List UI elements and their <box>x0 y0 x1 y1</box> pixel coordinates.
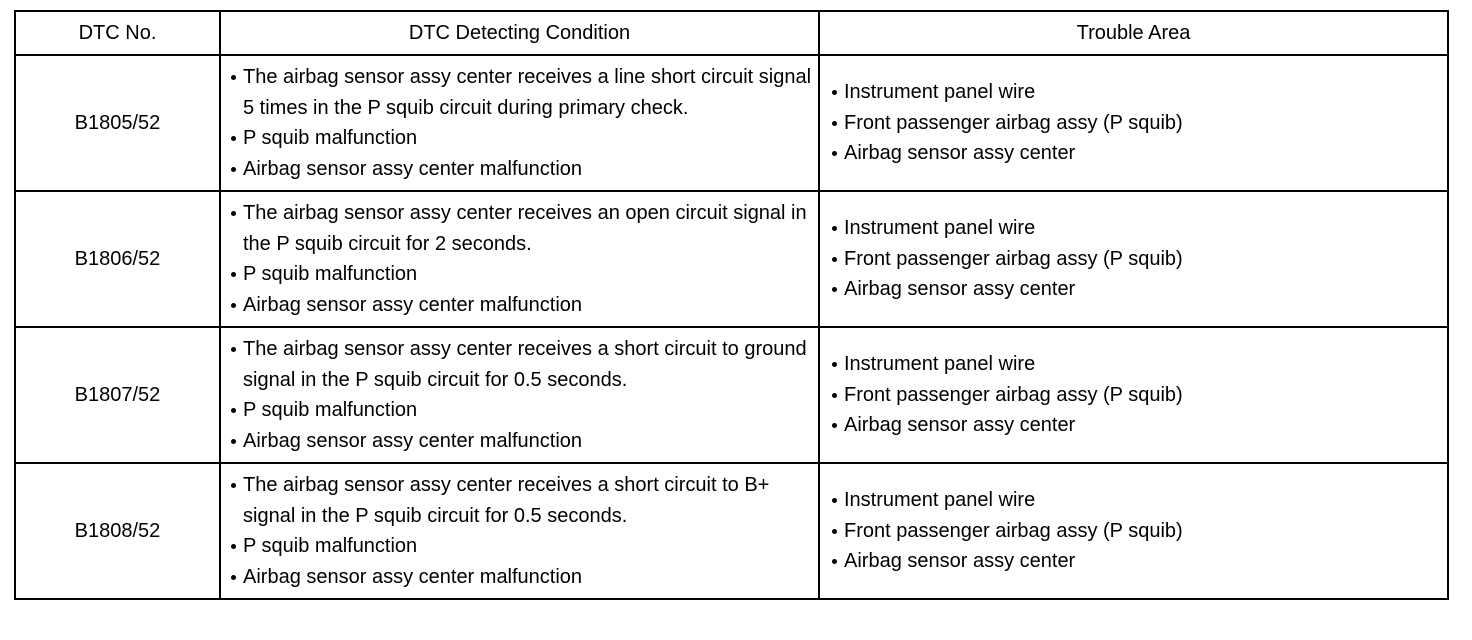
condition-cell <box>220 55 819 191</box>
header-row <box>15 11 1448 55</box>
trouble-area-cell <box>819 191 1448 327</box>
trouble-area-item: Instrument panel wire <box>830 213 1447 244</box>
dtc-code: B1805/52 <box>15 55 220 191</box>
condition-item: The airbag sensor assy center receives an open circuit signal in the P squib circuit for 2 seconds. <box>229 198 818 259</box>
trouble-area-item: Airbag sensor assy center <box>830 138 1447 169</box>
trouble-area-list <box>820 485 1447 577</box>
dtc-code: B1806/52 <box>15 191 220 327</box>
header-dtc-no: DTC No. <box>15 11 220 55</box>
condition-item: Airbag sensor assy center malfunction <box>229 426 818 457</box>
condition-item: P squib malfunction <box>229 259 818 290</box>
header-trouble-area: Trouble Area <box>819 11 1448 55</box>
table-row <box>15 327 1448 463</box>
trouble-area-cell <box>819 463 1448 599</box>
trouble-area-list <box>820 349 1447 441</box>
condition-item: Airbag sensor assy center malfunction <box>229 154 818 185</box>
condition-cell <box>220 327 819 463</box>
trouble-area-item: Instrument panel wire <box>830 349 1447 380</box>
condition-list <box>221 470 818 592</box>
trouble-area-item: Airbag sensor assy center <box>830 546 1447 577</box>
trouble-area-item: Instrument panel wire <box>830 77 1447 108</box>
condition-list <box>221 198 818 320</box>
condition-list <box>221 62 818 184</box>
trouble-area-cell <box>819 327 1448 463</box>
condition-cell <box>220 463 819 599</box>
trouble-area-item: Instrument panel wire <box>830 485 1447 516</box>
condition-item: P squib malfunction <box>229 531 818 562</box>
trouble-area-list <box>820 213 1447 305</box>
condition-item: Airbag sensor assy center malfunction <box>229 562 818 593</box>
condition-item: P squib malfunction <box>229 395 818 426</box>
trouble-area-item: Front passenger airbag assy (P squib) <box>830 244 1447 275</box>
condition-item: The airbag sensor assy center receives a line short circuit signal 5 times in the P squib circuit during primary check. <box>229 62 818 123</box>
condition-item: The airbag sensor assy center receives a short circuit to ground signal in the P squib circuit for 0.5 seconds. <box>229 334 818 395</box>
trouble-area-cell <box>819 55 1448 191</box>
condition-list <box>221 334 818 456</box>
header-detecting-condition: DTC Detecting Condition <box>220 11 819 55</box>
trouble-area-item: Front passenger airbag assy (P squib) <box>830 380 1447 411</box>
dtc-code: B1808/52 <box>15 463 220 599</box>
table-row <box>15 463 1448 599</box>
condition-item: P squib malfunction <box>229 123 818 154</box>
trouble-area-item: Airbag sensor assy center <box>830 274 1447 305</box>
trouble-area-item: Front passenger airbag assy (P squib) <box>830 516 1447 547</box>
dtc-code: B1807/52 <box>15 327 220 463</box>
table-row <box>15 55 1448 191</box>
trouble-area-list <box>820 77 1447 169</box>
trouble-area-item: Airbag sensor assy center <box>830 410 1447 441</box>
trouble-area-item: Front passenger airbag assy (P squib) <box>830 108 1447 139</box>
dtc-table <box>14 10 1449 600</box>
condition-item: Airbag sensor assy center malfunction <box>229 290 818 321</box>
condition-cell <box>220 191 819 327</box>
condition-item: The airbag sensor assy center receives a short circuit to B+ signal in the P squib circuit for 0.5 seconds. <box>229 470 818 531</box>
table-row <box>15 191 1448 327</box>
